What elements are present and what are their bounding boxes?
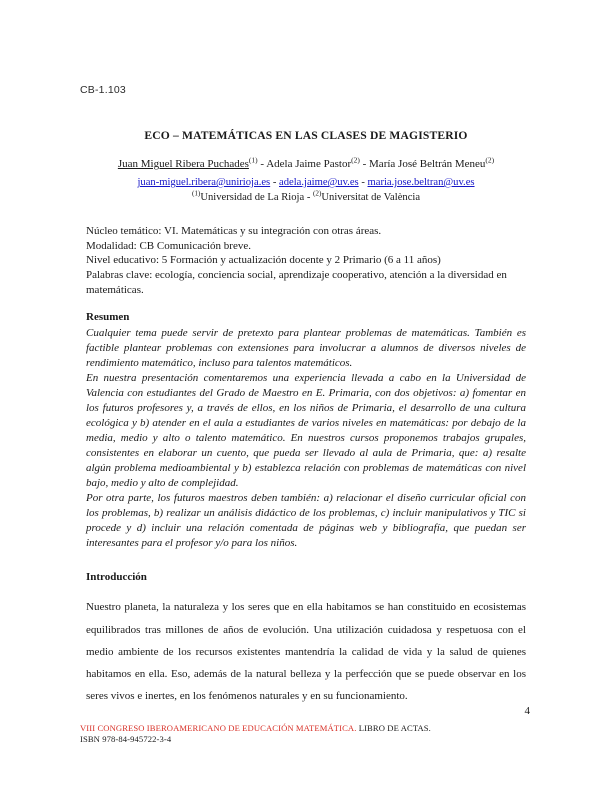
- affiliation-institution-2: Universitat de València: [321, 192, 421, 204]
- email-list: [86, 175, 526, 190]
- affiliation-institution-1: Universidad de La Rioja: [200, 192, 305, 204]
- author-list: [86, 157, 526, 173]
- author-lead: Juan Miguel Ribera Puchades: [117, 158, 249, 171]
- affiliation-list: [86, 191, 526, 206]
- abstract-paragraph-1: Cualquier tema puede servir de pretexto para plantear problemas de matemáticas. También es factible plantear problemas con extensiones para involucrar a alumnos de diversos niveles de rendimiento matemático, incluso para talentos matemáticos.: [86, 327, 526, 370]
- author-separator-1: -: [257, 158, 267, 171]
- introduction-heading: Introducción: [86, 571, 147, 584]
- page-number: 4: [524, 705, 530, 717]
- email-separator-2: -: [358, 177, 368, 188]
- author-lead-affiliation-mark: (1): [248, 155, 258, 165]
- footer-isbn: ISBN 978-84-945722-3-4: [80, 734, 172, 745]
- email-link-first[interactable]: juan-miguel.ribera@unirioja.es: [137, 177, 271, 188]
- author-separator-2: -: [359, 158, 370, 171]
- metadata-block: [86, 224, 526, 297]
- author-third: María José Beltrán Meneu: [369, 158, 486, 171]
- footer-book-label: LIBRO DE ACTAS.: [356, 723, 431, 733]
- abstract-heading: Resumen: [86, 311, 130, 324]
- metadata-nucleo-tematico: Núcleo temático: VI. Matemáticas y su integración con otras áreas.: [86, 225, 382, 238]
- footer-congress-name: VIII CONGRESO IBEROAMERICANO DE EDUCACIÓN MATEMÁTICA.: [80, 723, 357, 733]
- footer-congress-line: [80, 723, 540, 734]
- email-link-second[interactable]: adela.jaime@uv.es: [279, 177, 359, 188]
- introduction-section: [86, 570, 526, 707]
- introduction-paragraph-1: Nuestro planeta, la naturaleza y los seres que en ella habitamos se han constituido en ecosistemas equilibrados tras millones de años de evolución. Una utilización cuidadosa y respetuosa con el medio ambiente de los recursos existentes mantendría la calidad de vida y la salud de quienes habitamos en ella. Eso, además de la natural belleza y la perfección que se puede observar en los seres vivos e inertes, en los fenómenos naturales y en su funcionamiento.: [86, 601, 526, 703]
- email-separator-1: -: [270, 177, 279, 188]
- author-second: Adela Jaime Pastor: [266, 158, 352, 171]
- email-link-third[interactable]: maria.jose.beltran@uv.es: [367, 177, 475, 188]
- author-second-affiliation-mark: (2): [351, 155, 360, 165]
- document-code: CB-1.103: [80, 84, 126, 96]
- metadata-palabras-clave: Palabras clave: ecología, conciencia social, aprendizaje cooperativo, atención a la diversidad en matemáticas.: [86, 269, 507, 296]
- document-content: [86, 128, 526, 707]
- affiliation-separator: -: [304, 192, 314, 204]
- abstract-paragraph-3: Por otra parte, los futuros maestros deben también: a) relacionar el diseño curricular oficial con los problemas, b) realizar un análisis didáctico de los problemas, c) incluir manipulativos y TIC si procede y d) incluir una relación comentada de páginas web y bibliografía, que puedan ser interesantes para el profesor y/o para los niños.: [86, 491, 526, 549]
- abstract-paragraph-2: En nuestra presentación comentaremos una experiencia llevada a cabo en la Universidad de Valencia con estudiantes del Grado de Maestro en E. Primaria, con dos objetivos: a) fomentar en los futuros profesores y, a través de ellos, en los niños de Primaria, el desarrollo de una cultura ecológica y b) atender en el aula a estudiantes de varios niveles en matemáticas: por debajo de la media, medio y alto o talento matemático. En nuestros cursos proponemos trabajos grupales, consistentes en elaborar un cuento, que pueda ser llevado al aula de Primaria, que: a) resalte algún problema medioambiental y b) establezca relación con problemas de matemáticas con nivel bajo, medio y alto de complejidad.: [86, 372, 526, 489]
- metadata-modalidad: Modalidad: CB Comunicación breve.: [86, 239, 251, 252]
- page-title: ECO – MATEMÁTICAS EN LAS CLASES DE MAGISTERIO: [144, 129, 468, 142]
- affiliation-mark-1: (1): [191, 189, 201, 198]
- metadata-nivel-educativo: Nivel educativo: 5 Formación y actualización docente y 2 Primario (6 a 11 años): [86, 254, 441, 267]
- page-footer: [80, 723, 540, 745]
- author-third-affiliation-mark: (2): [485, 155, 495, 165]
- abstract-section: [86, 310, 526, 550]
- affiliation-mark-2: (2): [313, 189, 322, 198]
